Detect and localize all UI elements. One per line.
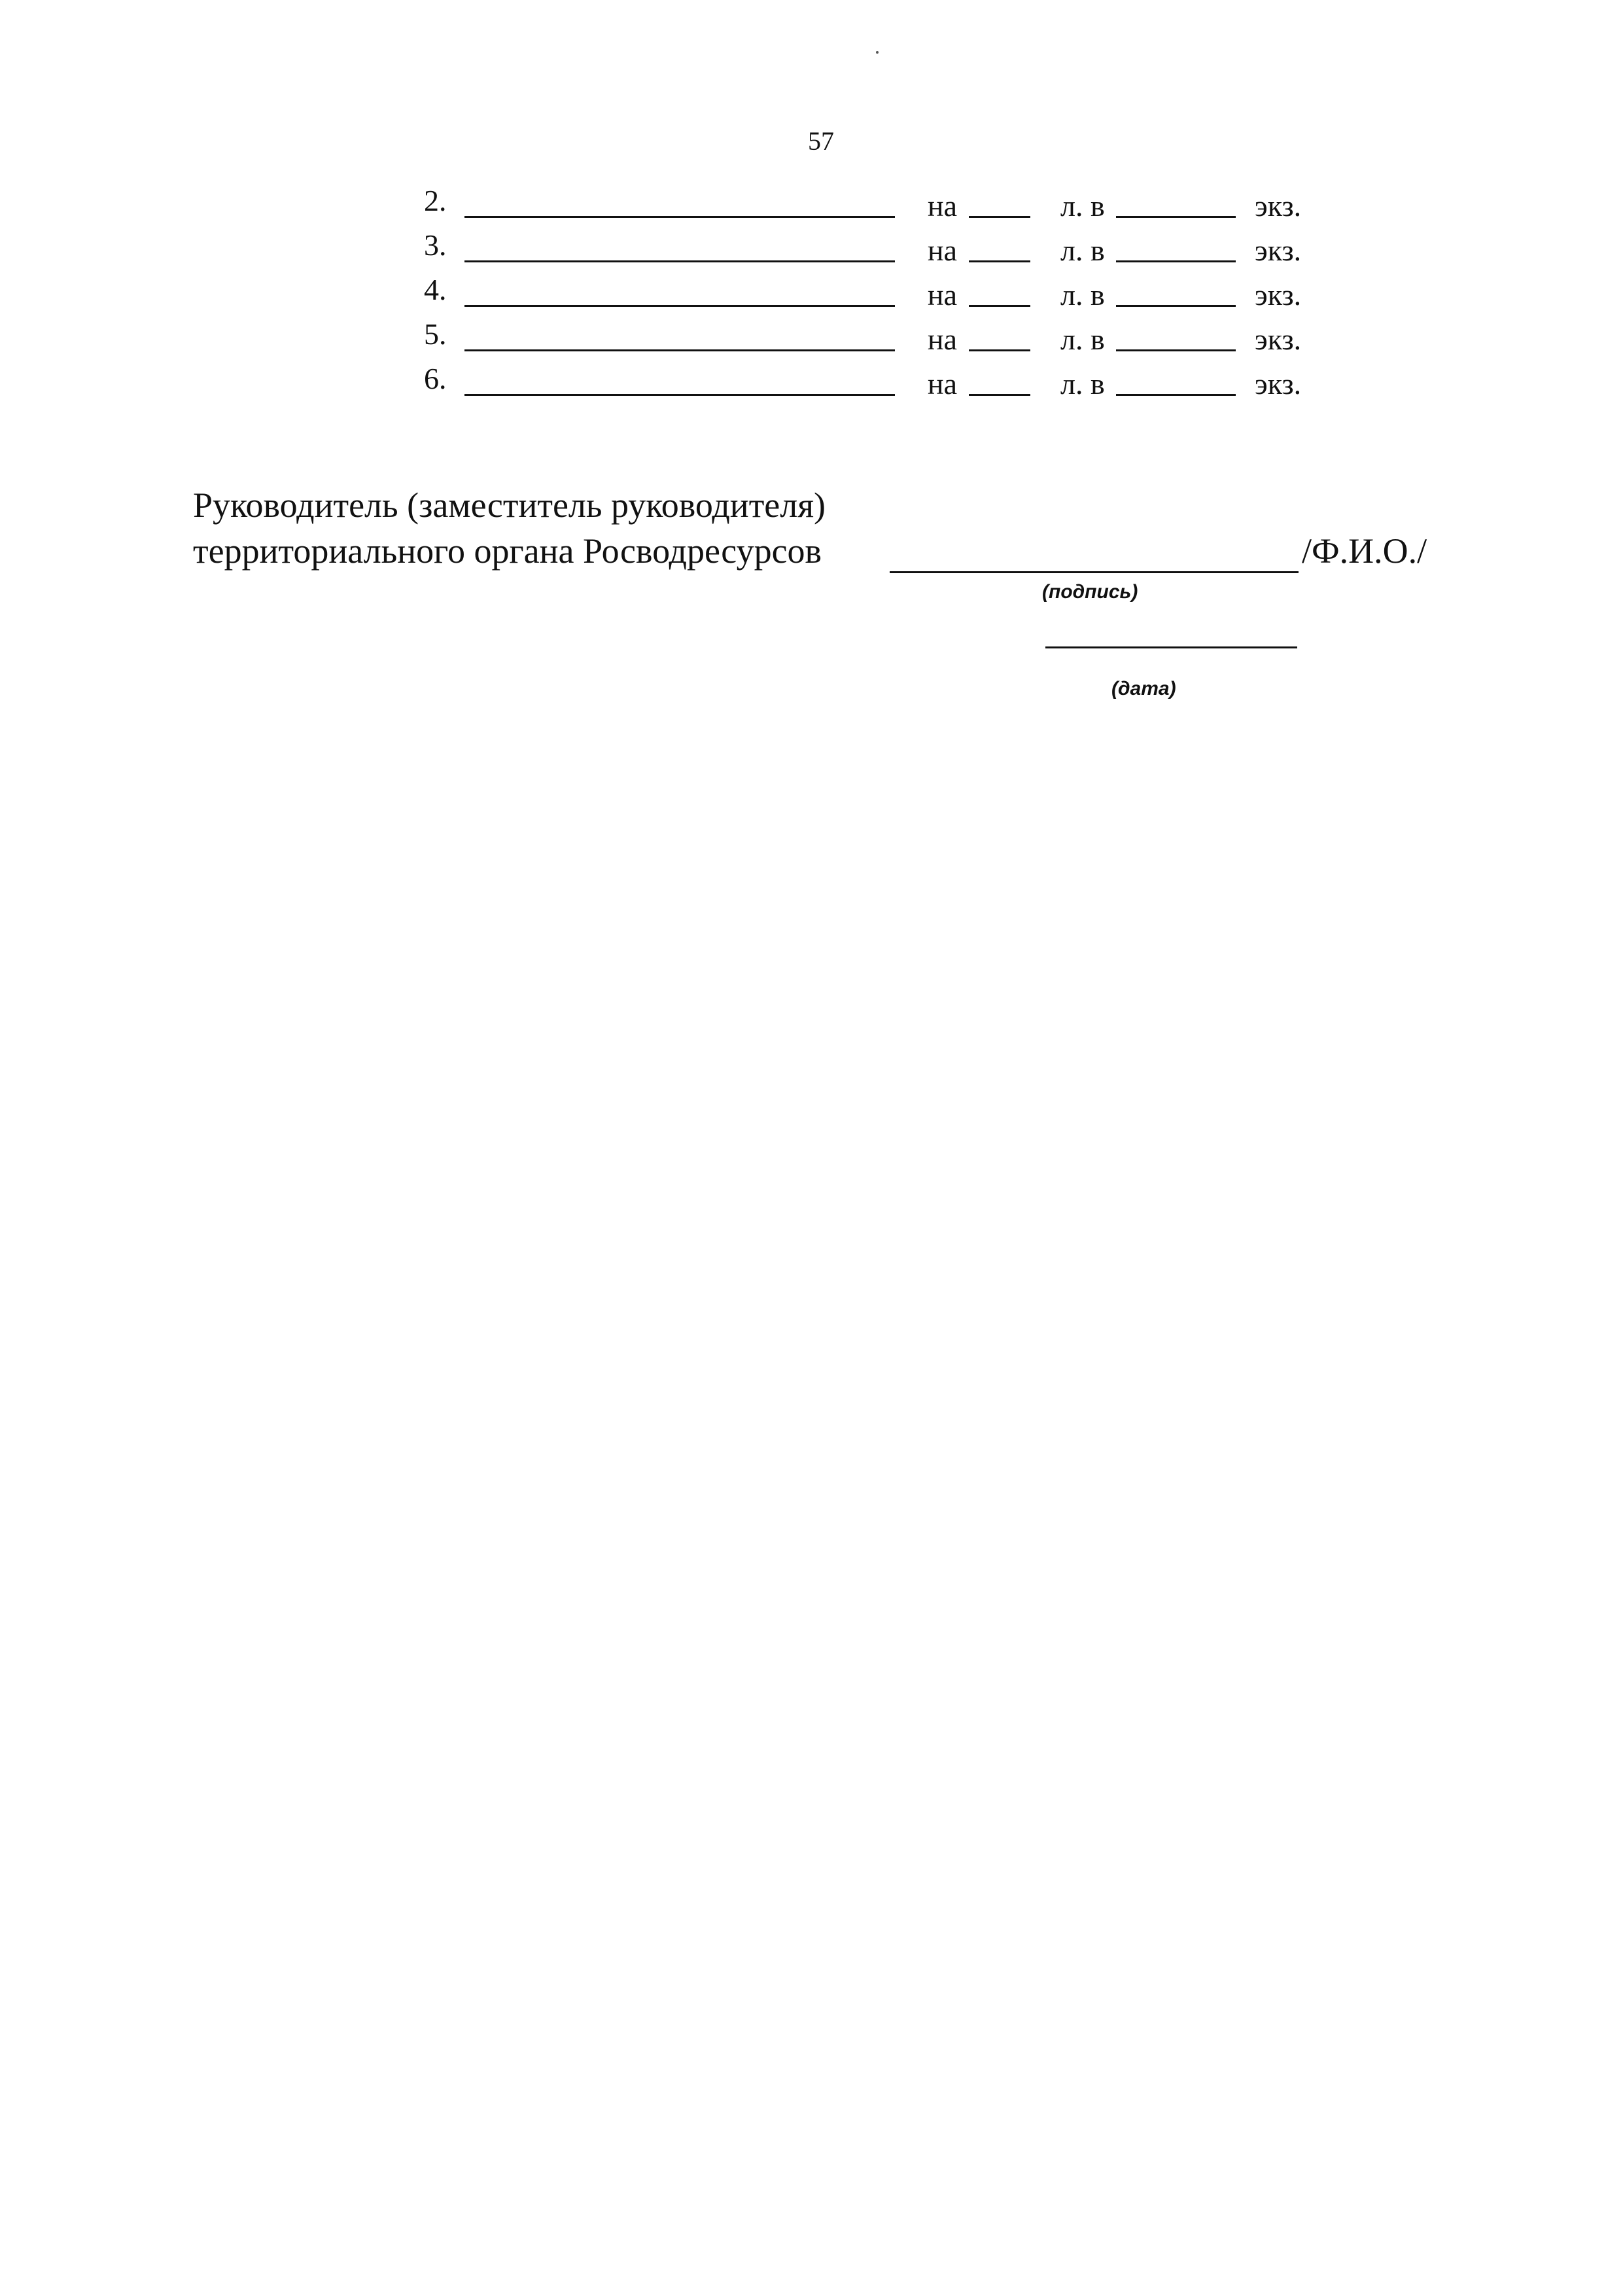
document-name-blank (464, 394, 895, 396)
list-item (424, 315, 1340, 360)
sheets-label: л. в (1060, 189, 1105, 222)
na-label: на (928, 367, 958, 400)
signatory-title-line1: Руководитель (заместитель руководителя) (193, 486, 826, 525)
na-label: на (928, 323, 958, 356)
item-number: 6. (424, 362, 447, 395)
fio-label: /Ф.И.О./ (1302, 531, 1427, 571)
item-number: 5. (424, 317, 447, 351)
list-item (424, 182, 1340, 226)
copies-label: экз. (1255, 367, 1302, 400)
signature-blank (890, 571, 1299, 573)
sheets-blank (969, 260, 1030, 262)
na-label: на (928, 189, 958, 222)
date-blank (1045, 646, 1297, 648)
copies-blank (1116, 394, 1236, 396)
sheets-label: л. в (1060, 234, 1105, 267)
sheets-blank (969, 216, 1030, 218)
copies-blank (1116, 216, 1236, 218)
list-item (424, 360, 1340, 404)
na-label: на (928, 278, 958, 311)
signature-caption: (подпись) (1042, 581, 1138, 603)
list-item (424, 226, 1340, 271)
copies-label: экз. (1255, 323, 1302, 356)
sheets-label: л. в (1060, 367, 1105, 400)
item-number: 3. (424, 228, 447, 262)
copies-list (424, 182, 1340, 404)
item-number: 4. (424, 273, 447, 306)
list-item (424, 271, 1340, 315)
sheets-blank (969, 349, 1030, 351)
sheets-label: л. в (1060, 323, 1105, 356)
copies-label: экз. (1255, 278, 1302, 311)
document-name-blank (464, 305, 895, 307)
sheets-label: л. в (1060, 278, 1105, 311)
copies-blank (1116, 349, 1236, 351)
signatory-title-line2: территориального органа Росводресурсов (193, 531, 822, 571)
document-name-blank (464, 260, 895, 262)
na-label: на (928, 234, 958, 267)
copies-blank (1116, 305, 1236, 307)
scan-speck (876, 51, 879, 54)
document-name-blank (464, 349, 895, 351)
date-caption: (дата) (1111, 678, 1176, 699)
document-name-blank (464, 216, 895, 218)
sheets-blank (969, 305, 1030, 307)
item-number: 2. (424, 184, 447, 217)
page-number: 57 (808, 126, 834, 156)
copies-label: экз. (1255, 234, 1302, 267)
copies-blank (1116, 260, 1236, 262)
sheets-blank (969, 394, 1030, 396)
copies-label: экз. (1255, 189, 1302, 222)
